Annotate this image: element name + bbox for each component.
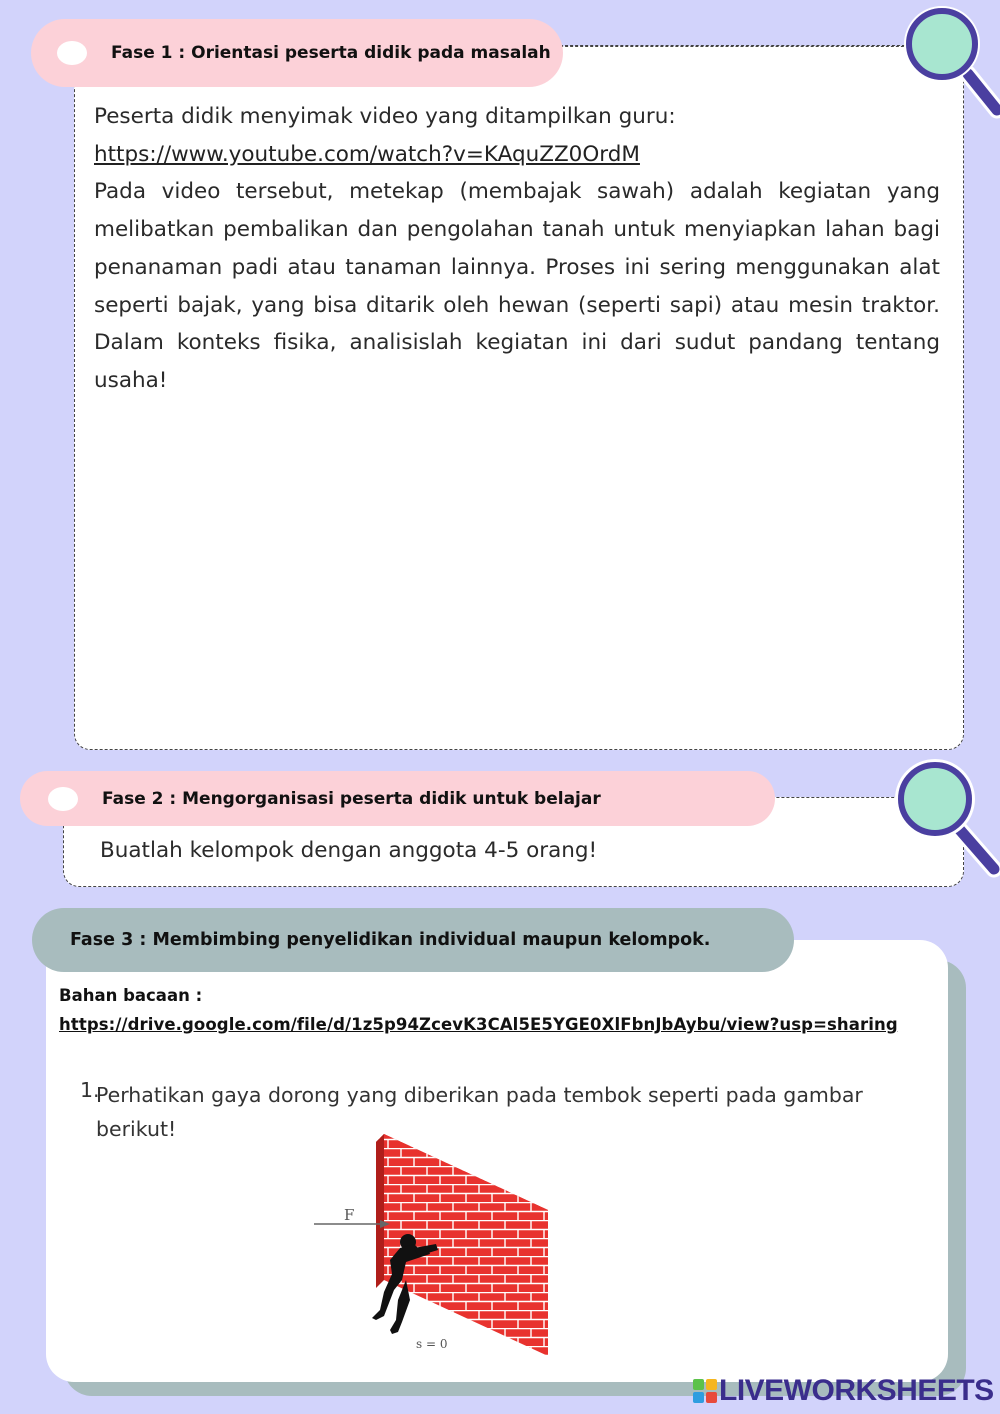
liveworksheets-logo-icon [693,1379,717,1403]
liveworksheets-brand [693,1374,994,1408]
phase3-title: Fase 3 : Membimbing penyelidikan individual maupun kelompok. [70,930,711,950]
phase2-instruction: Buatlah kelompok dengan anggota 4-5 orang! [100,838,598,863]
youtube-video-link[interactable]: https://www.youtube.com/watch?v=KAquZZ0OrdM [94,141,640,167]
phase2-title: Fase 2 : Mengorganisasi peserta didik untuk belajar [102,788,601,809]
reading-link[interactable]: https://drive.google.com/file/d/1z5p94ZcevK3CAl5E5YGE0XlFbnJbAybu/view?usp=sharing [59,1015,898,1034]
force-label: F [344,1206,355,1224]
question-text: Perhatikan gaya dorong yang diberikan pada tembok seperti pada gambar berikut! [96,1083,863,1141]
magnifier-icon [890,754,1000,882]
brick-wall-figure [310,1130,560,1364]
bullet-dot [48,787,78,811]
phase1-title: Fase 1 : Orientasi peserta didik pada masalah [111,43,551,63]
phase1-intro: Peserta didik menyimak video yang ditampilkan guru: [94,104,676,129]
reading-label: Bahan bacaan : [59,986,203,1005]
phase1-body: Pada video tersebut, metekap (membajak sawah) adalah kegiatan yang melibatkan pembalikan dan pengolahan tanah untuk menyiapkan lahan bagi penanaman padi atau tanaman lainnya. Proses ini sering menggunakan alat seperti bajak, yang bisa ditarik oleh hewan (seperti sapi) atau mesin traktor. Dalam konteks fisika, analisislah kegiatan ini dari sudut pandang tentang usaha! [94,179,940,393]
phase3-header-pill [32,908,794,972]
phase1-text [94,98,940,400]
phase2-header-pill [20,771,775,826]
displacement-label: s = 0 [416,1337,448,1351]
question-number: 1. [80,1078,100,1102]
brand-name: LIVEWORKSHEETS [719,1374,994,1407]
phase1-header-pill [31,19,563,87]
bullet-dot [57,41,87,65]
